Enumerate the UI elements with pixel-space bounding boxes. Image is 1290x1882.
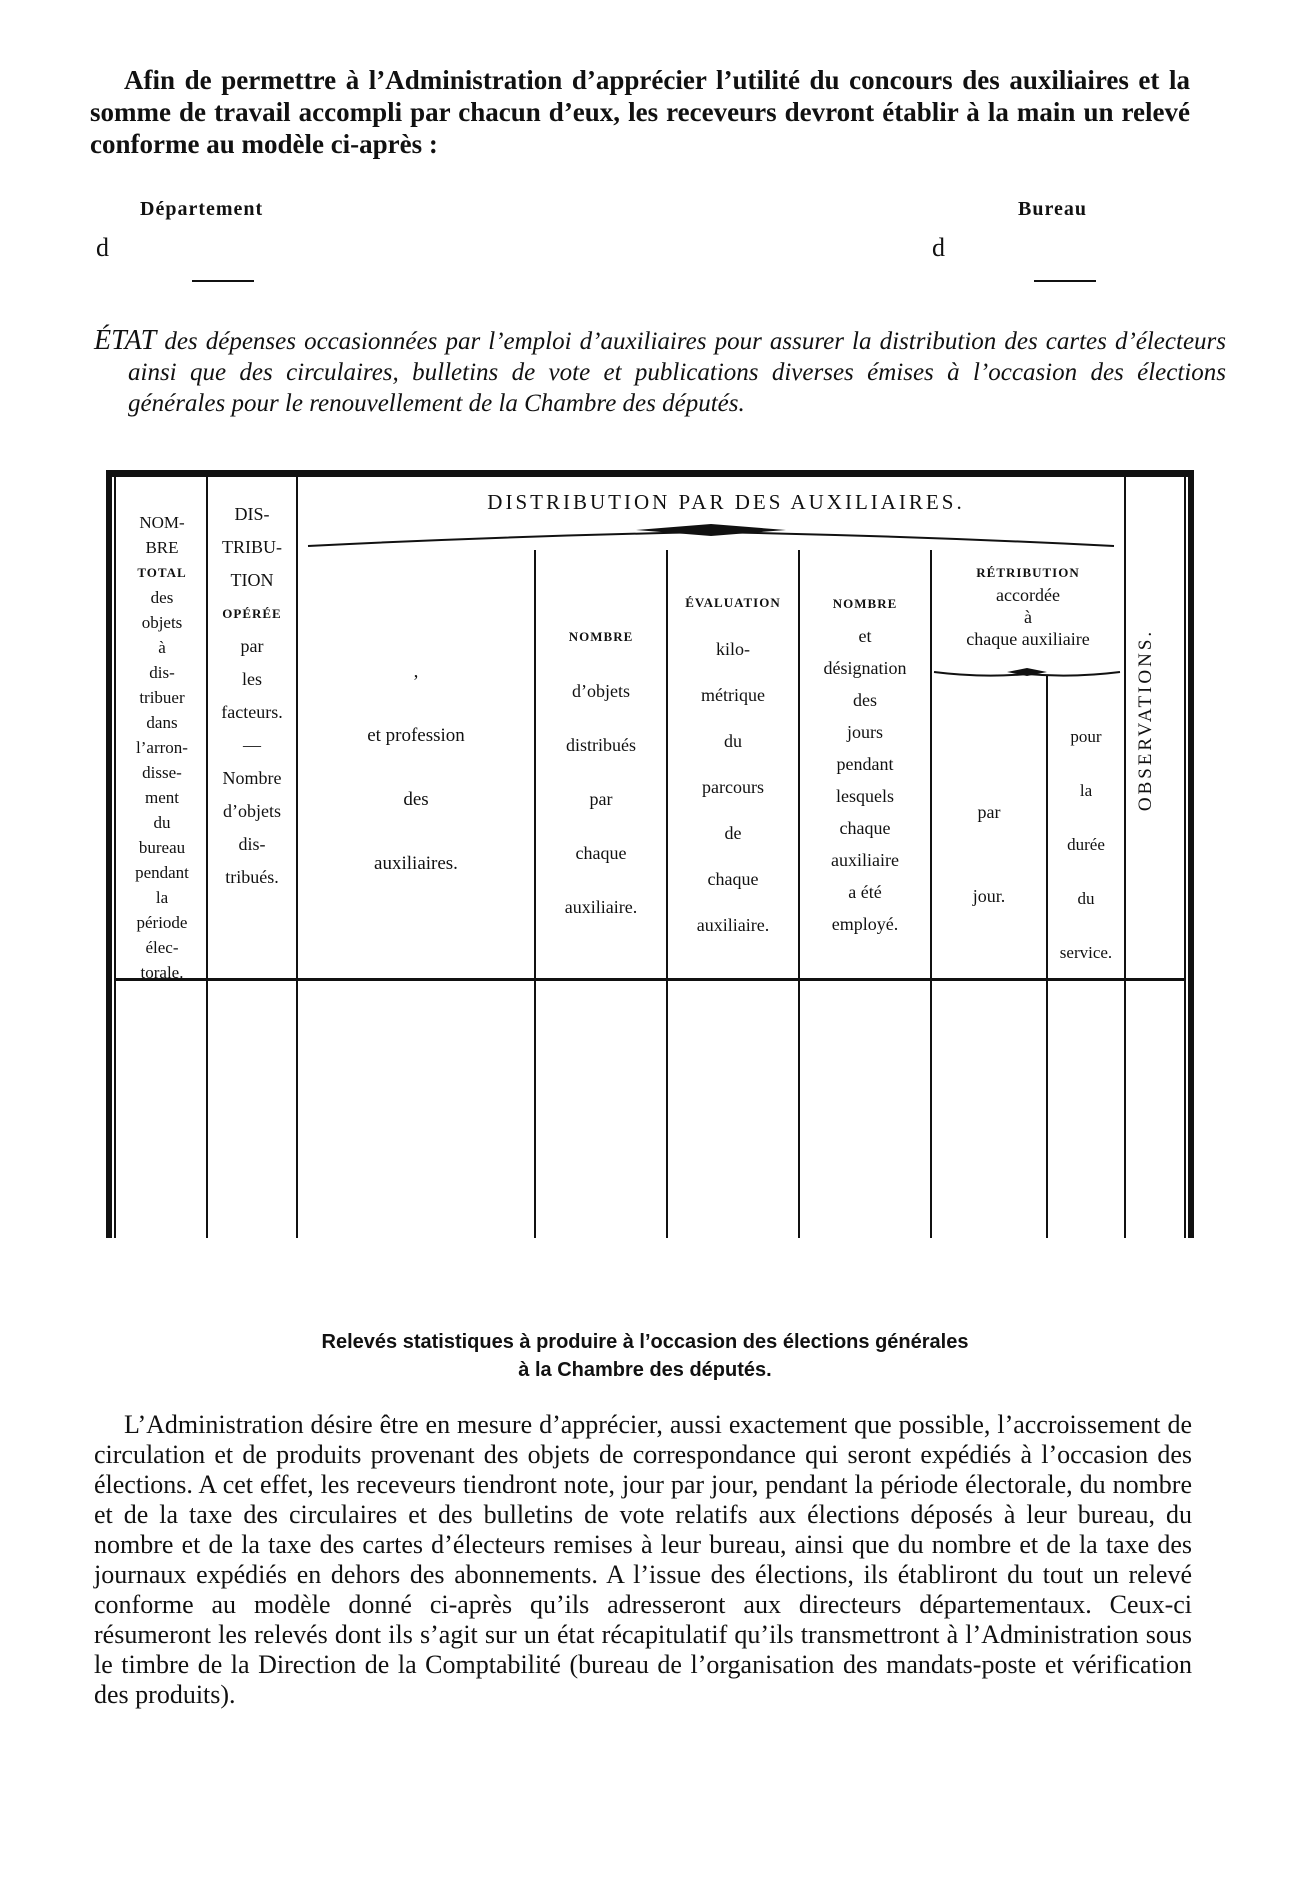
col-nombre-objets-header [536,610,666,934]
col-duree-line: du [1077,889,1095,908]
col-noms-line: des [403,789,429,810]
col-duree-header [1048,710,1124,980]
auxiliaires-table [106,470,1194,1238]
col-jours-line: pendant [836,754,894,774]
col-jours-line: et [858,626,872,646]
col-distribution-line: dis- [238,834,266,854]
col-nombre-total-line: objets [141,613,183,632]
col-distribution-line: OPÉRÉE [222,606,282,621]
bureau-dash [1034,280,1096,282]
col-duree-line: la [1079,781,1093,800]
retribution-brace [932,666,1122,684]
col-nombre-total-line: pendant [135,863,189,882]
col-retribution-line: chaque auxiliaire [966,629,1090,649]
col-nombre-objets-line: NOMBRE [568,629,634,644]
col-jours-line: employé. [831,914,899,934]
col-par-jour-header [932,770,1046,938]
col-distribution-line: tribués. [225,867,279,887]
col-observations-header [1126,560,1166,880]
stat-title [130,1328,1160,1384]
col-nombre-objets-line: d’objets [572,681,630,701]
col-evaluation-line: de [724,823,742,843]
col-noms-line: , [413,661,419,682]
col-evaluation-line: kilo- [716,639,750,659]
col-distribution-line: les [242,669,262,689]
col-nombre-total-line: BRE [145,538,179,557]
stat-title-line1: Relevés statistiques à produire à l’occasion des élections générales [321,1331,969,1353]
col-nombre-total-line: torale. [140,963,184,982]
col-par-jour-line: jour. [972,886,1006,906]
col-jours-line: jours [847,722,883,742]
col-duree-line: durée [1067,835,1105,854]
stat-title-line2: à la Chambre des députés. [518,1359,772,1381]
col-retribution-line: RÉTRIBUTION [976,565,1080,580]
col-nombre-objets-line: distribués [566,735,636,755]
col-evaluation-line: du [724,731,742,751]
table-right-border [1188,470,1194,1238]
header-bottom-rule [116,978,1184,981]
col-noms-line: et profession [367,725,465,746]
departement-dash [192,280,254,282]
intro-paragraph [90,64,1190,160]
col-jours-line: désignation [823,658,907,678]
bureau-d-prefix: d [932,233,945,262]
col-nombre-total-line: à [158,638,166,657]
col-jours-line: NOMBRE [832,596,898,611]
col-evaluation-line: parcours [702,777,764,797]
bureau-label: Bureau [1018,198,1087,220]
col-distribution-line: par [240,636,264,656]
stat-body-text: L’Administration désire être en mesure d’apprécier, aussi exactement que possible, l’accroissement de circulation et de produits provenant des objets de correspondance qui seront expédiés à l’occasion des élections. A cet effet, les receveurs tiendront note, jour par jour, pendant la période électorale, du nombre et de la taxe des circulaires et des bulletins de vote relatifs aux élections déposés à leur bureau, du nombre et de la taxe des cartes d’électeurs remises à leur bureau, ainsi que du nombre et de la taxe des journaux expédiés en dehors des abonnements. A l’issue des élections, ils établiront du tout un relevé conforme au modèle donné ci-après qu’ils adresseront aux directeurs départementaux. Ceux-ci résumeront les relevés dont ils s’agit sur un état récapitulatif qu’ils transmettront à l’Administration sous le timbre de la Direction de la Comptabilité (bureau de l’organisation des mandats-poste et vérification des produits). [94,1410,1192,1709]
col-nombre-total-line: bureau [138,838,186,857]
col-evaluation-line: ÉVALUATION [685,595,781,610]
col-nombre-total-line: la [155,888,169,907]
col-nombre-total-line: dans [146,713,178,732]
col-distribution-header [208,498,296,894]
col-jours-header [800,588,930,940]
col-nombre-total-line: du [153,813,171,832]
col-nombre-total-line: ment [145,788,179,807]
col-nombre-total-line: élec- [145,938,179,957]
col-nombre-total-line: tribuer [139,688,185,707]
col-nombre-total-line: disse- [142,763,182,782]
col-retribution-header [932,562,1124,650]
col-noms-line: auxiliaires. [374,853,458,874]
col-nombre-total-line: des [150,588,174,607]
departement-d-prefix: d [96,233,109,262]
col-nombre-objets-line: par [589,789,613,809]
col-evaluation-line: chaque [707,869,759,889]
col-jours-line: lesquels [836,786,894,806]
distribution-brace [306,522,1116,552]
col-distribution-line: d’objets [223,801,281,821]
col-distribution-line: Nombre [222,768,282,788]
col-jours-line: a été [848,882,882,902]
col-nombre-total-line: dis- [149,663,175,682]
col-evaluation-header [668,580,798,948]
observations-label: OBSERVATIONS. [1135,628,1156,812]
col-nombre-total-line: l’arron- [136,738,188,757]
etat-lead: ÉTAT [94,325,157,356]
col-distribution-line: — [243,735,261,755]
table-right-inner-border [1184,470,1186,1238]
col-duree-line: pour [1070,727,1102,746]
col-nombre-objets-line: auxiliaire. [564,897,638,917]
col-evaluation-line: auxiliaire. [696,915,770,935]
col-distribution-line: TION [230,570,274,590]
distribution-group-header: DISTRIBUTION PAR DES AUXILIAIRES. [487,490,965,514]
col-jours-line: des [853,690,877,710]
intro-text: Afin de permettre à l’Administration d’apprécier l’utilité du concours des auxiliaires et la somme de travail accompli par chacun d’eux, les receveurs devront établir à la main un relevé conforme au modèle ci-après : [90,65,1190,159]
table-left-border [106,470,112,1238]
col-jours-line: auxiliaire [831,850,899,870]
col-nombre-total-line: période [136,913,188,932]
table-left-inner-border [114,470,116,1238]
col-distribution-line: TRIBU- [222,537,282,557]
col-evaluation-line: métrique [701,685,765,705]
col-par-jour-line: par [977,802,1001,822]
departement-label: Département [140,198,264,220]
etat-text: des dépenses occasionnées par l’emploi d’auxiliaires pour assurer la distribution des cartes d’électeurs ainsi que des circulaires, bulletins de vote et publications diverses émises à l’occasion des élections générales pour le renouvellement de la Chambre des députés. [128,328,1226,417]
col-nombre-total-line: NOM- [139,513,185,532]
col-distribution-line: DIS- [234,504,270,524]
etat-paragraph [94,325,1226,419]
col-retribution-line: accordée [996,585,1060,605]
stat-body [94,1410,1192,1710]
table-top-border [106,470,1194,477]
col-nombre-total-line: TOTAL [137,565,187,580]
col-noms-header [298,640,534,896]
col-nombre-objets-line: chaque [575,843,627,863]
col-jours-line: chaque [839,818,891,838]
col-nombre-total-header [118,510,206,985]
col-distribution-line: facteurs. [221,702,283,722]
col-retribution-line: à [1024,607,1032,627]
col-duree-line: service. [1059,943,1113,962]
